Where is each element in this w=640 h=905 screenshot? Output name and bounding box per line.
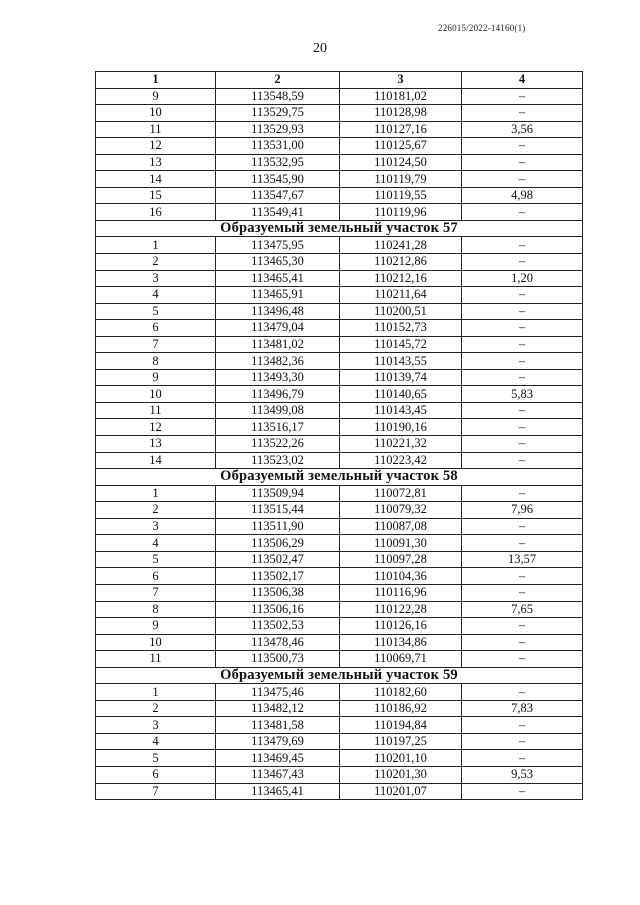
distance-cell: – [462, 717, 583, 734]
distance-cell: – [462, 402, 583, 419]
table-row [96, 171, 583, 188]
table-row [96, 717, 583, 734]
table-row [96, 551, 583, 568]
point-number-cell: 7 [96, 336, 216, 353]
distance-cell: – [462, 336, 583, 353]
table-row [96, 634, 583, 651]
point-number-cell: 9 [96, 618, 216, 635]
y-coordinate-cell: 110152,73 [340, 320, 462, 337]
table-row [96, 121, 583, 138]
y-coordinate-cell: 110194,84 [340, 717, 462, 734]
x-coordinate-cell: 113545,90 [216, 171, 340, 188]
distance-cell: – [462, 684, 583, 701]
x-coordinate-cell: 113493,30 [216, 369, 340, 386]
distance-cell: – [462, 138, 583, 155]
distance-cell: – [462, 618, 583, 635]
y-coordinate-cell: 110087,08 [340, 518, 462, 535]
distance-cell: 7,65 [462, 601, 583, 618]
distance-cell: – [462, 237, 583, 254]
table-row [96, 651, 583, 668]
point-number-cell: 16 [96, 204, 216, 221]
x-coordinate-cell: 113496,79 [216, 386, 340, 403]
y-coordinate-cell: 110128,98 [340, 105, 462, 122]
distance-cell: – [462, 452, 583, 469]
distance-cell: 4,98 [462, 187, 583, 204]
y-coordinate-cell: 110104,36 [340, 568, 462, 585]
y-coordinate-cell: 110126,16 [340, 618, 462, 635]
point-number-cell: 7 [96, 783, 216, 800]
point-number-cell: 5 [96, 750, 216, 767]
y-coordinate-cell: 110140,65 [340, 386, 462, 403]
y-coordinate-cell: 110181,02 [340, 88, 462, 105]
table-row [96, 204, 583, 221]
coordinates-table [95, 71, 583, 800]
column-header: 2 [216, 72, 340, 89]
table-row [96, 535, 583, 552]
point-number-cell: 5 [96, 303, 216, 320]
distance-cell: – [462, 651, 583, 668]
point-number-cell: 15 [96, 187, 216, 204]
y-coordinate-cell: 110201,30 [340, 766, 462, 783]
y-coordinate-cell: 110190,16 [340, 419, 462, 436]
point-number-cell: 1 [96, 684, 216, 701]
distance-cell: – [462, 535, 583, 552]
point-number-cell: 8 [96, 353, 216, 370]
document-registration-number: 226015/2022-14160(1) [438, 23, 526, 33]
x-coordinate-cell: 113549,41 [216, 204, 340, 221]
point-number-cell: 7 [96, 584, 216, 601]
table-row [96, 485, 583, 502]
y-coordinate-cell: 110119,96 [340, 204, 462, 221]
y-coordinate-cell: 110241,28 [340, 237, 462, 254]
x-coordinate-cell: 113478,46 [216, 634, 340, 651]
table-row [96, 105, 583, 122]
point-number-cell: 12 [96, 419, 216, 436]
distance-cell: – [462, 634, 583, 651]
distance-cell: – [462, 154, 583, 171]
y-coordinate-cell: 110143,45 [340, 402, 462, 419]
table-row [96, 750, 583, 767]
x-coordinate-cell: 113465,30 [216, 254, 340, 271]
land-plot-section-title: Образуемый земельный участок 57 [96, 220, 583, 237]
x-coordinate-cell: 113532,95 [216, 154, 340, 171]
distance-cell: – [462, 105, 583, 122]
y-coordinate-cell: 110212,86 [340, 254, 462, 271]
page-number: 20 [313, 41, 327, 56]
y-coordinate-cell: 110212,16 [340, 270, 462, 287]
x-coordinate-cell: 113506,29 [216, 535, 340, 552]
y-coordinate-cell: 110143,55 [340, 353, 462, 370]
distance-cell: 7,83 [462, 700, 583, 717]
point-number-cell: 14 [96, 171, 216, 188]
point-number-cell: 4 [96, 535, 216, 552]
point-number-cell: 6 [96, 766, 216, 783]
distance-cell: – [462, 353, 583, 370]
y-coordinate-cell: 110072,81 [340, 485, 462, 502]
table-row [96, 684, 583, 701]
point-number-cell: 3 [96, 270, 216, 287]
y-coordinate-cell: 110119,55 [340, 187, 462, 204]
x-coordinate-cell: 113511,90 [216, 518, 340, 535]
point-number-cell: 11 [96, 121, 216, 138]
y-coordinate-cell: 110200,51 [340, 303, 462, 320]
x-coordinate-cell: 113516,17 [216, 419, 340, 436]
x-coordinate-cell: 113467,43 [216, 766, 340, 783]
section-heading-row [96, 469, 583, 486]
y-coordinate-cell: 110182,60 [340, 684, 462, 701]
point-number-cell: 1 [96, 485, 216, 502]
y-coordinate-cell: 110201,10 [340, 750, 462, 767]
table-row [96, 336, 583, 353]
table-row [96, 270, 583, 287]
table-row [96, 88, 583, 105]
distance-cell: – [462, 320, 583, 337]
x-coordinate-cell: 113529,93 [216, 121, 340, 138]
point-number-cell: 6 [96, 320, 216, 337]
y-coordinate-cell: 110197,25 [340, 733, 462, 750]
table-row [96, 518, 583, 535]
x-coordinate-cell: 113500,73 [216, 651, 340, 668]
distance-cell: – [462, 419, 583, 436]
point-number-cell: 2 [96, 502, 216, 519]
table-row [96, 700, 583, 717]
point-number-cell: 11 [96, 651, 216, 668]
point-number-cell: 4 [96, 733, 216, 750]
distance-cell: – [462, 171, 583, 188]
table-row [96, 138, 583, 155]
table-row [96, 733, 583, 750]
y-coordinate-cell: 110116,96 [340, 584, 462, 601]
distance-cell: 13,57 [462, 551, 583, 568]
table-row [96, 783, 583, 800]
distance-cell: – [462, 750, 583, 767]
coordinates-table-body [96, 72, 583, 800]
table-row [96, 154, 583, 171]
y-coordinate-cell: 110125,67 [340, 138, 462, 155]
x-coordinate-cell: 113465,41 [216, 783, 340, 800]
point-number-cell: 9 [96, 369, 216, 386]
point-number-cell: 2 [96, 700, 216, 717]
y-coordinate-cell: 110145,72 [340, 336, 462, 353]
y-coordinate-cell: 110223,42 [340, 452, 462, 469]
point-number-cell: 11 [96, 402, 216, 419]
y-coordinate-cell: 110119,79 [340, 171, 462, 188]
x-coordinate-cell: 113502,47 [216, 551, 340, 568]
table-row [96, 618, 583, 635]
table-row [96, 584, 583, 601]
point-number-cell: 3 [96, 518, 216, 535]
point-number-cell: 10 [96, 105, 216, 122]
x-coordinate-cell: 113502,17 [216, 568, 340, 585]
distance-cell: – [462, 783, 583, 800]
point-number-cell: 6 [96, 568, 216, 585]
y-coordinate-cell: 110211,64 [340, 287, 462, 304]
point-number-cell: 4 [96, 287, 216, 304]
y-coordinate-cell: 110122,28 [340, 601, 462, 618]
column-header: 3 [340, 72, 462, 89]
y-coordinate-cell: 110097,28 [340, 551, 462, 568]
x-coordinate-cell: 113509,94 [216, 485, 340, 502]
x-coordinate-cell: 113515,44 [216, 502, 340, 519]
x-coordinate-cell: 113547,67 [216, 187, 340, 204]
x-coordinate-cell: 113475,46 [216, 684, 340, 701]
point-number-cell: 10 [96, 634, 216, 651]
y-coordinate-cell: 110124,50 [340, 154, 462, 171]
column-header: 1 [96, 72, 216, 89]
x-coordinate-cell: 113499,08 [216, 402, 340, 419]
x-coordinate-cell: 113475,95 [216, 237, 340, 254]
point-number-cell: 9 [96, 88, 216, 105]
distance-cell: – [462, 733, 583, 750]
y-coordinate-cell: 110127,16 [340, 121, 462, 138]
distance-cell: 1,20 [462, 270, 583, 287]
table-row [96, 237, 583, 254]
x-coordinate-cell: 113529,75 [216, 105, 340, 122]
distance-cell: 3,56 [462, 121, 583, 138]
distance-cell: – [462, 254, 583, 271]
x-coordinate-cell: 113481,02 [216, 336, 340, 353]
point-number-cell: 8 [96, 601, 216, 618]
x-coordinate-cell: 113469,45 [216, 750, 340, 767]
x-coordinate-cell: 113482,12 [216, 700, 340, 717]
distance-cell: 7,96 [462, 502, 583, 519]
table-row [96, 187, 583, 204]
x-coordinate-cell: 113506,38 [216, 584, 340, 601]
table-row [96, 254, 583, 271]
distance-cell: – [462, 303, 583, 320]
distance-cell: – [462, 485, 583, 502]
table-header-row [96, 72, 583, 89]
table-row [96, 502, 583, 519]
table-row [96, 452, 583, 469]
x-coordinate-cell: 113502,53 [216, 618, 340, 635]
table-row [96, 436, 583, 453]
distance-cell: 5,83 [462, 386, 583, 403]
distance-cell: – [462, 204, 583, 221]
table-row [96, 568, 583, 585]
x-coordinate-cell: 113465,91 [216, 287, 340, 304]
x-coordinate-cell: 113548,59 [216, 88, 340, 105]
x-coordinate-cell: 113481,58 [216, 717, 340, 734]
distance-cell: – [462, 568, 583, 585]
point-number-cell: 1 [96, 237, 216, 254]
x-coordinate-cell: 113482,36 [216, 353, 340, 370]
y-coordinate-cell: 110091,30 [340, 535, 462, 552]
x-coordinate-cell: 113531,00 [216, 138, 340, 155]
table-row [96, 601, 583, 618]
distance-cell: – [462, 584, 583, 601]
y-coordinate-cell: 110139,74 [340, 369, 462, 386]
point-number-cell: 10 [96, 386, 216, 403]
y-coordinate-cell: 110079,32 [340, 502, 462, 519]
table-row [96, 369, 583, 386]
point-number-cell: 2 [96, 254, 216, 271]
distance-cell: 9,53 [462, 766, 583, 783]
point-number-cell: 5 [96, 551, 216, 568]
distance-cell: – [462, 369, 583, 386]
distance-cell: – [462, 436, 583, 453]
section-heading-row [96, 220, 583, 237]
table-row [96, 386, 583, 403]
land-plot-section-title: Образуемый земельный участок 59 [96, 667, 583, 684]
section-heading-row [96, 667, 583, 684]
table-row [96, 402, 583, 419]
y-coordinate-cell: 110221,32 [340, 436, 462, 453]
distance-cell: – [462, 287, 583, 304]
table-row [96, 303, 583, 320]
point-number-cell: 12 [96, 138, 216, 155]
table-row [96, 353, 583, 370]
y-coordinate-cell: 110201,07 [340, 783, 462, 800]
column-header: 4 [462, 72, 583, 89]
point-number-cell: 14 [96, 452, 216, 469]
y-coordinate-cell: 110134,86 [340, 634, 462, 651]
point-number-cell: 13 [96, 436, 216, 453]
x-coordinate-cell: 113465,41 [216, 270, 340, 287]
x-coordinate-cell: 113523,02 [216, 452, 340, 469]
table-row [96, 287, 583, 304]
x-coordinate-cell: 113479,04 [216, 320, 340, 337]
point-number-cell: 13 [96, 154, 216, 171]
x-coordinate-cell: 113496,48 [216, 303, 340, 320]
y-coordinate-cell: 110069,71 [340, 651, 462, 668]
land-plot-section-title: Образуемый земельный участок 58 [96, 469, 583, 486]
distance-cell: – [462, 518, 583, 535]
distance-cell: – [462, 88, 583, 105]
point-number-cell: 3 [96, 717, 216, 734]
x-coordinate-cell: 113506,16 [216, 601, 340, 618]
y-coordinate-cell: 110186,92 [340, 700, 462, 717]
x-coordinate-cell: 113522,26 [216, 436, 340, 453]
table-row [96, 320, 583, 337]
table-row [96, 766, 583, 783]
x-coordinate-cell: 113479,69 [216, 733, 340, 750]
table-row [96, 419, 583, 436]
